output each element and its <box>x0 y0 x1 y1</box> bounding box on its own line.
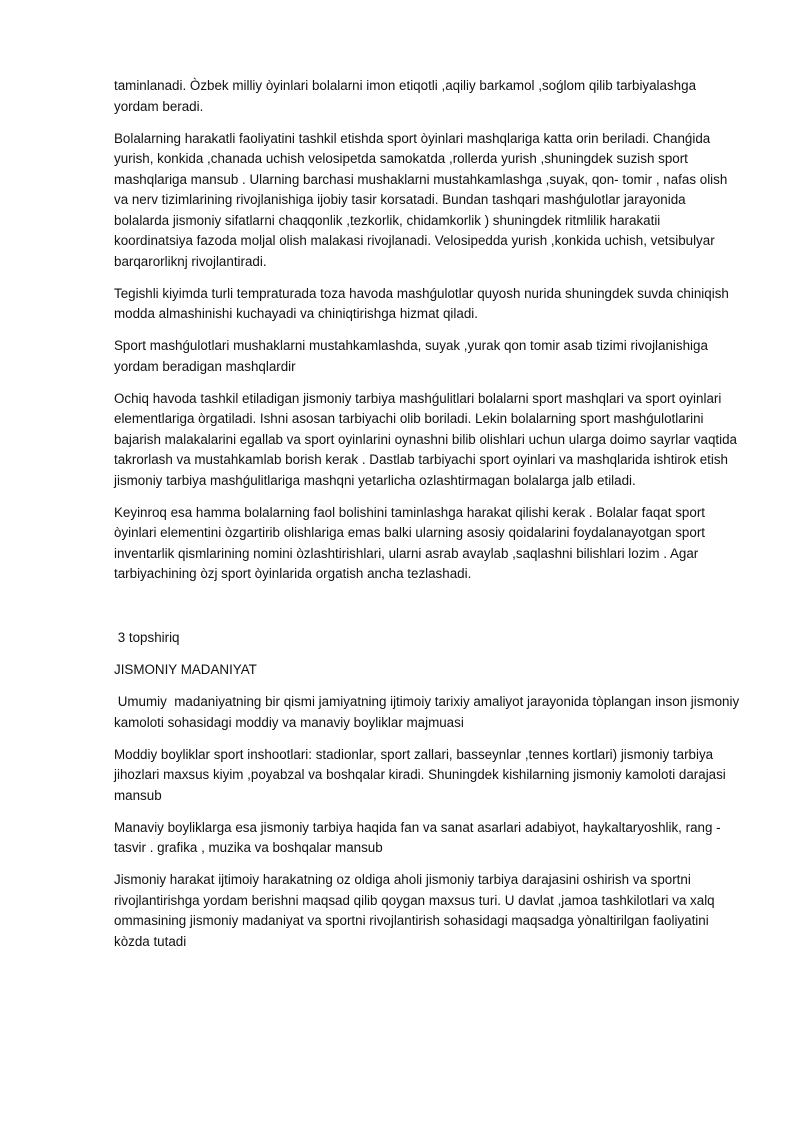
paragraph-hardening: Tegishli kiyimda turli tempraturada toza havoda mashǵulotlar quyosh nurida shuningdek suvda chiniqish modda almashinishi kuchayadi va chiniqtirishga hizmat qiladi. <box>114 285 729 321</box>
paragraph-material-wealth: Moddiy boyliklar sport inshootlari: stadionlar, sport zallari, basseynlar ,tennes kortlari) jismoniy tarbiya jihozlari maxsus kiyim ,poyabzal va boshqalar kiradi. Shuningdek kishilarning jismoniy kamoloti darajasi mansub <box>114 746 726 803</box>
paragraph-spiritual-wealth: Manaviy boyliklarga esa jismoniy tarbiya haqida fan va sanat asarlari adabiyot, haykaltaryoshlik, rang - tasvir . grafika , muzika va boshqalar mansub <box>114 819 721 855</box>
paragraph-outdoor-training: Ochiq havoda tashkil etiladigan jismoniy tarbiya mashǵulitlari bolalarni sport mashqlari va sport oyinlari elementlariga òrgatiladi. Ishni asosan tarbiyachi olib boriladi. Lekin bolalarning sport mashǵulotlarini bajarish malakalarini egallab va sport oyinlarini oynashni bilib olishlari uchun ularga doimo sayrlar vaqtida takrorlash va mustahkamlab borish kerak . Dastlab tarbiyachi sport oyinlari va mashqlarida ishtirok etish jismoniy tarbiya mashǵulitlariga mashqni yetarlicha ozlashtirmagan bolalarga jalb etiladi. <box>114 390 737 488</box>
section-title: JISMONIY MADANIYAT <box>114 662 257 677</box>
paragraph-definition: Umumiy madaniyatning bir qismi jamiyatning ijtimoiy tarixiy amaliyot jarayonida tòplangan inson jismoniy kamoloti sohasidagi moddiy va manaviy boyliklar majmuasi <box>114 694 743 730</box>
paragraph-physical-movement: Jismoniy harakat ijtimoiy harakatning oz oldiga aholi jismoniy tarbiya darajasini oshirish va sportni rivojlantirishga yordam berishni maqsad qilib qoygan maxsus turi. U davlat ,jamoa tashkilotlari va xalq ommasining jismoniy madaniyat va sportni rivojlantirish sohasidagi maqsadga yònaltirilgan faoliyatini kòzda tutadi <box>114 872 715 949</box>
paragraph-sport-games: Bolalarning harakatli faoliyatini tashkil etishda sport òyinlari mashqlariga katta orin beriladi. Chanǵida yurish, konkida ,chanada uchish velosipetda samokatda ,rollerda yurish ,shuningdek suzish sport mashqlariga mansub . Ularning barchasi mushaklarni mustahkamlashga ,suyak, qon- tomir , nafas olish va nerv tizimlarining rivojlanishiga ijobiy tasir korsatadi. Bundan tashqari mashǵulotlar jarayonida bolalarda jismoniy sifatlarni chaqqonlik ,tezkorlik, chidamkorlik ) shuningdek ritmlilik harakatii koordinatsiya fazoda moljal olish malakasi rivojlanadi. Velosipedda yurish ,konkida uchish, vetsibulyar barqarorliknj rivojlantiradi. <box>114 130 728 269</box>
paragraph-sport-exercises: Sport mashǵulotlari mushaklarni mustahkamlashda, suyak ,yurak qon tomir asab tizimi rivojlanishiga yordam beradigan mashqlardir <box>114 338 708 374</box>
task-label: 3 topshiriq <box>114 630 180 645</box>
paragraph-participation: Keyinroq esa hamma bolalarning faol bolishini taminlashga harakat qilishi kerak . Bolalar faqat sport òyinlari elementini òzgartirib olishlariga emas balki ularning asosiy qoidalarini foydalanayotgan sport inventarlik qismlarining nomini òzlashtirishlari, ularni asrab avaylab ,saqlashni bilishlari lozim . Agar tarbiyachining òzj sport òyinlarida orgatish ancha tezlashadi. <box>114 504 705 581</box>
paragraph-continuation: taminlanadi. Òzbek milliy òyinlari bolalarni imon etiqotli ,aqiliy barkamol ,soǵlom qilib tarbiyalashga yordam beradi. <box>114 78 697 114</box>
blank-line <box>114 596 740 628</box>
